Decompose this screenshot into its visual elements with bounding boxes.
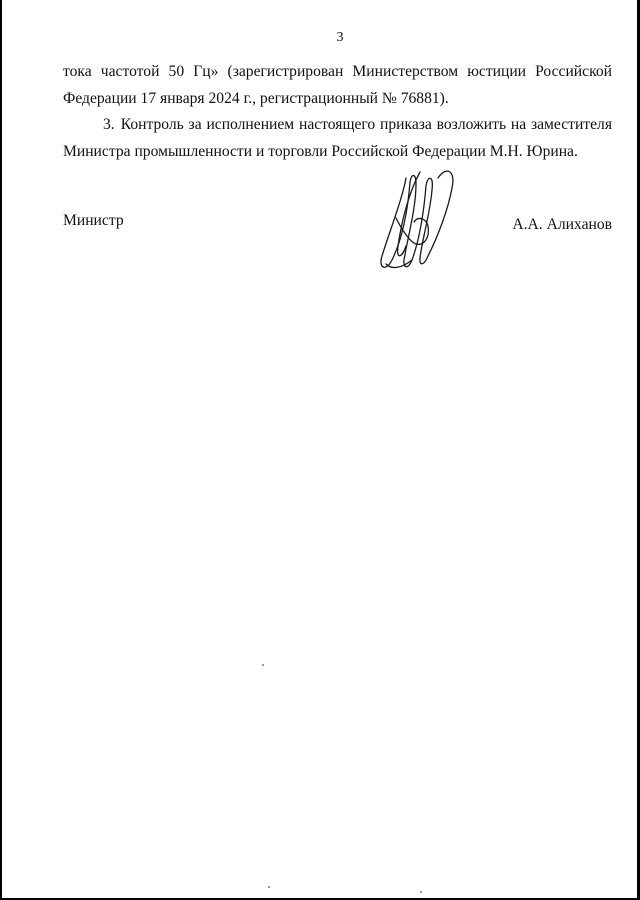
item-text: Контроль за исполнением настоящего приказа возложить на заместителя Министра промышленности и торговли Российской Федерации М.Н. Юрина. xyxy=(63,116,612,160)
page-border-left xyxy=(0,0,2,900)
scan-speck xyxy=(420,891,422,893)
page-number: 3 xyxy=(336,30,344,45)
signatory-name: А.А. Алиханов xyxy=(512,216,612,233)
paragraph-continuation: тока частотой 50 Гц» (зарегистрирован Министерством юстиции Российской Федерации 17 января 2024 г., регистрационный № 76881). xyxy=(63,63,612,107)
scan-speck xyxy=(268,886,270,888)
scan-speck xyxy=(262,664,264,666)
signatory-role: Министр xyxy=(63,212,124,229)
signature-icon xyxy=(372,160,464,278)
paragraph-item-3 xyxy=(63,111,612,165)
item-number: 3. xyxy=(103,116,115,133)
